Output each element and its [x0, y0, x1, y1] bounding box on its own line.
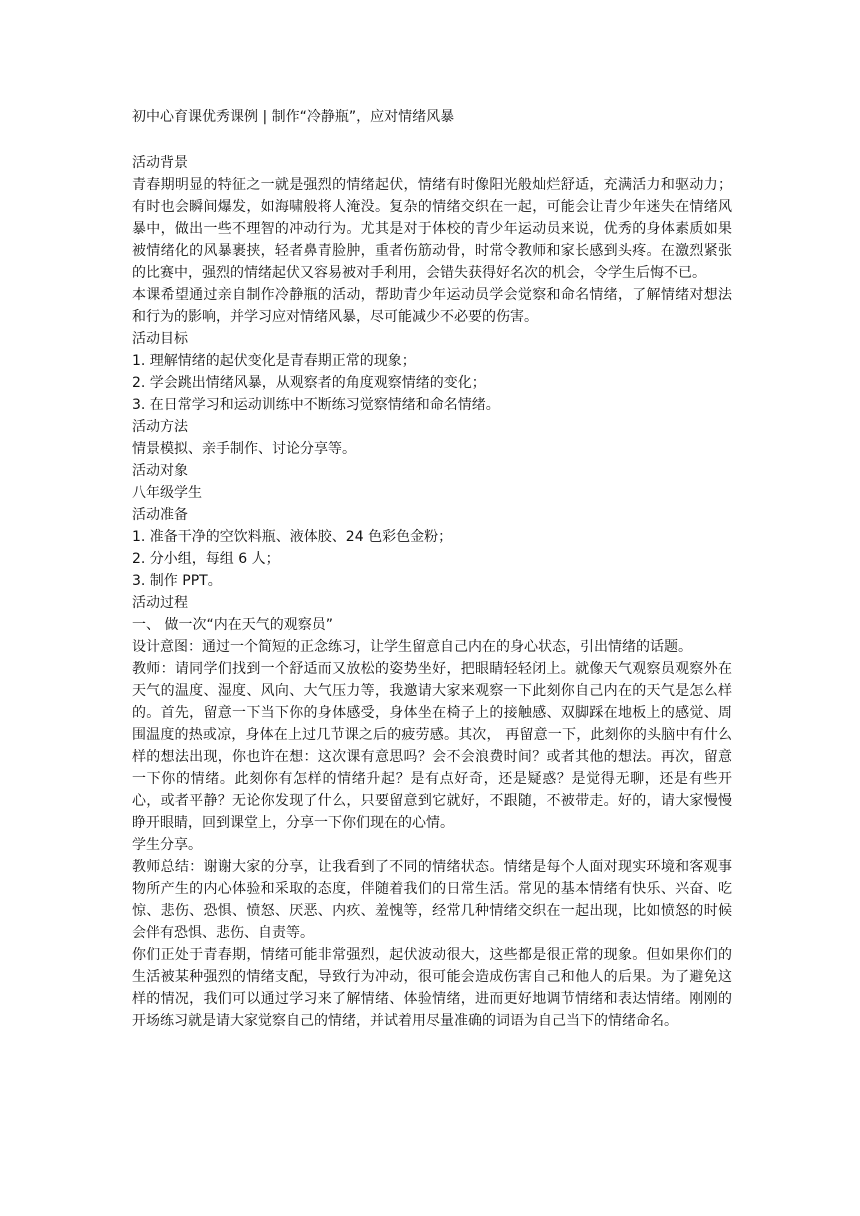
paragraph-background-1: 青春期明显的特征之一就是强烈的情绪起伏，情绪有时像阳光般灿烂舒适，充满活力和驱动力；有时也会瞬间爆发，如海啸般将人淹没。复杂的情绪交织在一起，可能会让青少年迷失在情绪风暴中，做出一些不理智的冲动行为。尤其是对于体校的青少年运动员来说，优秀的身体素质如果被情绪化的风暴裹挟，轻者鼻青脸肿，重者伤筋动骨，时常令教师和家长感到头疼。在激烈紧张的比赛中，强烈的情绪起伏又容易被对手利用，会错失获得好名次的机会，令学生后悔不已。: [132, 177, 732, 281]
design-intent-paragraph: 设计意图：通过一个简短的正念练习，让学生留意自己内在的身心状态，引出情绪的话题。: [132, 639, 692, 655]
section-heading-background: 活动背景: [132, 155, 188, 171]
section-heading-target: 活动对象: [132, 463, 188, 479]
prep-item-3: 3. 制作 PPT。: [132, 573, 222, 589]
prep-item-2: 2. 分小组，每组 6 人；: [132, 551, 280, 567]
goal-item-3: 3. 在日常学习和运动训练中不断练习觉察情绪和命名情绪。: [132, 397, 500, 413]
teacher-summary-paragraph: 教师总结：谢谢大家的分享，让我看到了不同的情绪状态。情绪是每个人面对现实环境和客观事物所产生的内心体验和采取的态度，伴随着我们的日常生活。常见的基本情绪有快乐、兴奋、吃惊、悲伤、恐惧、愤怒、厌恶、内疚、羞愧等，经常几种情绪交织在一起出现，比如愤怒的时候会伴有恐惧、悲伤、自责等。: [132, 859, 732, 941]
section-heading-goals: 活动目标: [132, 331, 188, 347]
section-heading-process: 活动过程: [132, 595, 188, 611]
goal-item-1: 1. 理解情绪的起伏变化是青春期正常的现象；: [132, 353, 416, 369]
target-text: 八年级学生: [132, 485, 202, 501]
document-title: 初中心育课优秀课例 | 制作“冷静瓶”，应对情绪风暴: [132, 109, 455, 125]
teacher-guidance-paragraph: 教师：请同学们找到一个舒适而又放松的姿势坐好，把眼睛轻轻闭上。就像天气观察员观察外在天气的温度、湿度、风向、大气压力等，我邀请大家来观察一下此刻你自己内在的天气是怎么样的。首先，留意一下当下你的身体感受，身体坐在椅子上的接触感、双脚踩在地板上的感觉、周围温度的热或凉，身体在上过几节课之后的疲劳感。其次， 再留意一下，此刻你的头脑中有什么样的想法出现，你也许在想：这次课有意思吗？会不会浪费时间？或者其他的想法。再次，留意一下你的情绪。此刻你有怎样的情绪升起？是有点好奇，还是疑惑？是觉得无聊，还是有些开心，或者平静？无论你发现了什么，只要留意到它就好，不跟随，不被带走。好的，请大家慢慢睁开眼睛，回到课堂上，分享一下你们现在的心情。: [132, 661, 732, 831]
student-share-line: 学生分享。: [132, 837, 202, 853]
goal-item-2: 2. 学会跳出情绪风暴，从观察者的角度观察情绪的变化；: [132, 375, 486, 391]
step-1-heading: 一、 做一次“内在天气的观察员”: [132, 617, 333, 633]
teacher-summary-paragraph-2: 你们正处于青春期，情绪可能非常强烈，起伏波动很大，这些都是很正常的现象。但如果你们的生活被某种强烈的情绪支配，导致行为冲动，很可能会造成伤害自己和他人的后果。为了避免这样的情况，我们可以通过学习来了解情绪、体验情绪，进而更好地调节情绪和表达情绪。刚刚的开场练习就是请大家觉察自己的情绪，并试着用尽量准确的词语为自己当下的情绪命名。: [132, 947, 732, 1029]
paragraph-background-2: 本课希望通过亲自制作冷静瓶的活动，帮助青少年运动员学会觉察和命名情绪，了解情绪对想法和行为的影响，并学习应对情绪风暴，尽可能减少不必要的伤害。: [132, 287, 732, 325]
prep-item-1: 1. 准备干净的空饮料瓶、液体胶、24 色彩色金粉；: [132, 529, 453, 545]
section-heading-method: 活动方法: [132, 419, 188, 435]
document-page: [132, 106, 732, 1032]
section-heading-preparation: 活动准备: [132, 507, 188, 523]
method-text: 情景模拟、亲手制作、讨论分享等。: [132, 441, 356, 457]
